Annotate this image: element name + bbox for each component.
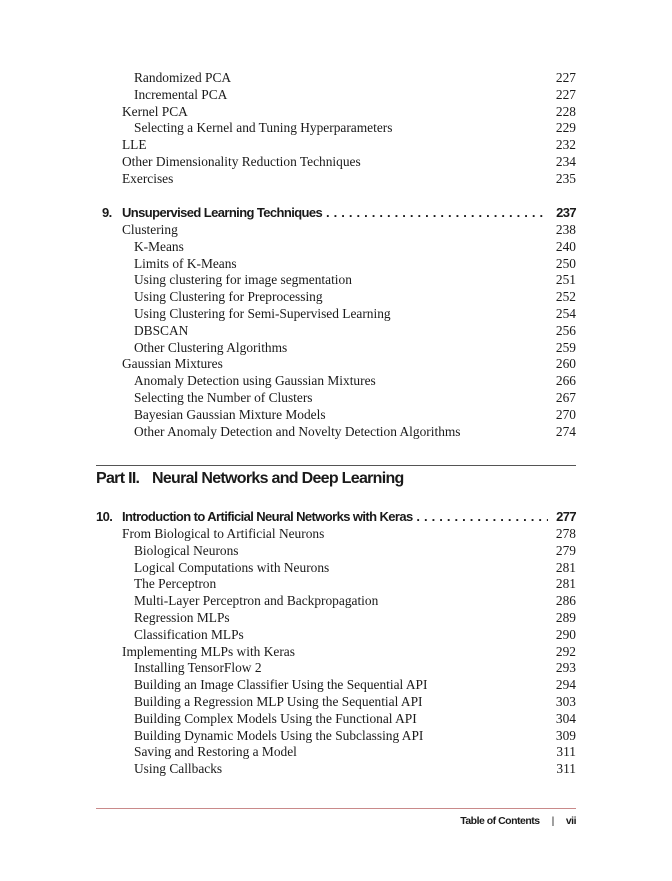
toc-block-chapter8-tail bbox=[96, 70, 576, 188]
entry-page: 260 bbox=[555, 356, 576, 372]
entry-title: DBSCAN bbox=[134, 322, 189, 338]
toc-entry[interactable] bbox=[96, 593, 576, 610]
toc-entry[interactable] bbox=[96, 694, 576, 711]
toc-entry[interactable] bbox=[96, 728, 576, 745]
entry-page: 311 bbox=[556, 761, 576, 777]
entry-title: Logical Computations with Neurons bbox=[134, 559, 330, 575]
toc-entry[interactable] bbox=[96, 171, 576, 188]
toc-entry[interactable] bbox=[96, 87, 576, 104]
entry-title: Incremental PCA bbox=[134, 86, 228, 102]
page-number: vii bbox=[565, 815, 576, 827]
entry-title: Using clustering for image segmentation bbox=[134, 272, 352, 288]
toc-entry[interactable] bbox=[96, 137, 576, 154]
entry-title: Other Dimensionality Reduction Techniques bbox=[122, 153, 361, 169]
entry-title: Building Complex Models Using the Functional API bbox=[134, 710, 417, 726]
toc-entry[interactable] bbox=[96, 677, 576, 694]
chapter-page: 237 bbox=[556, 205, 576, 220]
chapter-title: Introduction to Artificial Neural Networks with Keras . . . bbox=[122, 508, 548, 526]
toc-chapter-9 bbox=[96, 204, 576, 440]
entry-page: 303 bbox=[555, 693, 576, 709]
entry-title: Randomized PCA bbox=[134, 70, 232, 85]
toc-entry[interactable] bbox=[96, 390, 576, 407]
chapter-heading[interactable] bbox=[96, 508, 576, 526]
entry-title: Implementing MLPs with Keras bbox=[122, 643, 295, 659]
toc-entry[interactable] bbox=[96, 744, 576, 761]
entry-title: Exercises bbox=[122, 170, 174, 186]
entry-page: 229 bbox=[555, 120, 576, 136]
entry-page: 266 bbox=[555, 373, 576, 389]
part-title: Neural Networks and Deep Learning bbox=[152, 470, 404, 487]
toc-entry[interactable] bbox=[96, 222, 576, 239]
chapter-heading[interactable] bbox=[96, 204, 576, 222]
toc-entry[interactable] bbox=[96, 407, 576, 424]
entry-page: 294 bbox=[555, 677, 576, 693]
toc-entry[interactable] bbox=[96, 373, 576, 390]
entry-page: 232 bbox=[555, 137, 576, 153]
entry-title: Regression MLPs bbox=[134, 609, 230, 625]
footer-section: Table of Contents bbox=[460, 815, 540, 827]
chapter-number: 9. bbox=[102, 205, 112, 220]
entry-page: 256 bbox=[555, 322, 576, 338]
toc-entry[interactable] bbox=[96, 644, 576, 661]
entry-title: Limits of K-Means bbox=[134, 255, 237, 271]
entry-title: Kernel PCA bbox=[122, 103, 188, 119]
toc-entry[interactable] bbox=[96, 70, 576, 87]
entry-title: Clustering bbox=[122, 222, 178, 237]
part-label: Part II. bbox=[96, 470, 140, 487]
entry-page: 254 bbox=[555, 305, 576, 321]
chapter-number: 10. bbox=[96, 509, 113, 524]
entry-page: 235 bbox=[555, 170, 576, 186]
toc-entry[interactable] bbox=[96, 289, 576, 306]
entry-page: 289 bbox=[555, 609, 576, 625]
toc-entry[interactable] bbox=[96, 610, 576, 627]
toc-entry[interactable] bbox=[96, 239, 576, 256]
chapter-title: Unsupervised Learning Techniques . . . bbox=[122, 204, 548, 222]
chapter-entries bbox=[96, 222, 576, 440]
footer-separator: | bbox=[551, 815, 554, 827]
toc-entry[interactable] bbox=[96, 526, 576, 543]
entry-page: 279 bbox=[555, 542, 576, 558]
toc-entry[interactable] bbox=[96, 627, 576, 644]
part-heading bbox=[96, 470, 404, 488]
entry-page: 309 bbox=[555, 727, 576, 743]
toc-entry[interactable] bbox=[96, 120, 576, 137]
toc-entry[interactable] bbox=[96, 576, 576, 593]
entry-page: 274 bbox=[555, 423, 576, 439]
entry-page: 227 bbox=[555, 86, 576, 102]
entry-page: 278 bbox=[555, 526, 576, 541]
entry-page: 311 bbox=[556, 744, 576, 760]
toc-entry[interactable] bbox=[96, 560, 576, 577]
entry-page: 293 bbox=[555, 660, 576, 676]
entry-title: The Perceptron bbox=[134, 576, 217, 592]
entry-title: Building Dynamic Models Using the Subclassing API bbox=[134, 727, 424, 743]
entry-title: Other Clustering Algorithms bbox=[134, 339, 288, 355]
entry-title: Using Clustering for Semi-Supervised Learning bbox=[134, 305, 391, 321]
entry-page: 240 bbox=[555, 238, 576, 254]
toc-entry[interactable] bbox=[96, 104, 576, 121]
toc-entry[interactable] bbox=[96, 660, 576, 677]
entry-page: 290 bbox=[555, 626, 576, 642]
entry-title: Selecting the Number of Clusters bbox=[134, 389, 313, 405]
toc-entry[interactable] bbox=[96, 543, 576, 560]
toc-entry[interactable] bbox=[96, 154, 576, 171]
toc-entry[interactable] bbox=[96, 272, 576, 289]
entry-page: 238 bbox=[555, 222, 576, 237]
entry-page: 292 bbox=[555, 643, 576, 659]
entry-title: Saving and Restoring a Model bbox=[134, 744, 297, 760]
chapter-entries bbox=[96, 526, 576, 778]
entry-page: 304 bbox=[555, 710, 576, 726]
entry-title: Building a Regression MLP Using the Sequential API bbox=[134, 693, 423, 709]
entry-title: Classification MLPs bbox=[134, 626, 244, 642]
toc-entry[interactable] bbox=[96, 711, 576, 728]
page-footer bbox=[460, 815, 576, 827]
entry-page: 251 bbox=[555, 272, 576, 288]
toc-entry[interactable] bbox=[96, 256, 576, 273]
toc-entry[interactable] bbox=[96, 306, 576, 323]
toc-entry[interactable] bbox=[96, 761, 576, 778]
entry-page: 281 bbox=[555, 576, 576, 592]
toc-entry[interactable] bbox=[96, 356, 576, 373]
chapter-page: 277 bbox=[556, 509, 576, 524]
entry-title: Using Clustering for Preprocessing bbox=[134, 289, 323, 305]
entry-page: 252 bbox=[555, 289, 576, 305]
entry-title: Installing TensorFlow 2 bbox=[134, 660, 262, 676]
entry-title: Using Callbacks bbox=[134, 761, 223, 777]
entry-title: Gaussian Mixtures bbox=[122, 356, 223, 372]
entry-title: K-Means bbox=[134, 238, 184, 254]
toc-entry[interactable] bbox=[96, 340, 576, 357]
entry-title: Other Anomaly Detection and Novelty Detection Algorithms bbox=[134, 423, 461, 439]
entry-page: 234 bbox=[555, 153, 576, 169]
entry-title: From Biological to Artificial Neurons bbox=[122, 526, 325, 541]
footer-rule bbox=[96, 808, 576, 809]
entry-title: Anomaly Detection using Gaussian Mixtures bbox=[134, 373, 376, 389]
toc-chapter-10 bbox=[96, 508, 576, 778]
toc-entry[interactable] bbox=[96, 424, 576, 441]
entry-title: Multi-Layer Perceptron and Backpropagation bbox=[134, 593, 379, 609]
entry-title: LLE bbox=[122, 137, 147, 153]
entry-page: 267 bbox=[555, 389, 576, 405]
entry-page: 259 bbox=[555, 339, 576, 355]
entry-title: Building an Image Classifier Using the Sequential API bbox=[134, 677, 428, 693]
entry-title: Biological Neurons bbox=[134, 542, 239, 558]
entry-page: 227 bbox=[555, 70, 576, 85]
entry-page: 270 bbox=[555, 406, 576, 422]
entry-page: 281 bbox=[555, 559, 576, 575]
part-divider bbox=[96, 465, 576, 466]
entry-title: Selecting a Kernel and Tuning Hyperparameters bbox=[134, 120, 393, 136]
entry-page: 228 bbox=[555, 103, 576, 119]
entry-page: 286 bbox=[555, 593, 576, 609]
entry-page: 250 bbox=[555, 255, 576, 271]
entry-title: Bayesian Gaussian Mixture Models bbox=[134, 406, 326, 422]
toc-entry[interactable] bbox=[96, 323, 576, 340]
